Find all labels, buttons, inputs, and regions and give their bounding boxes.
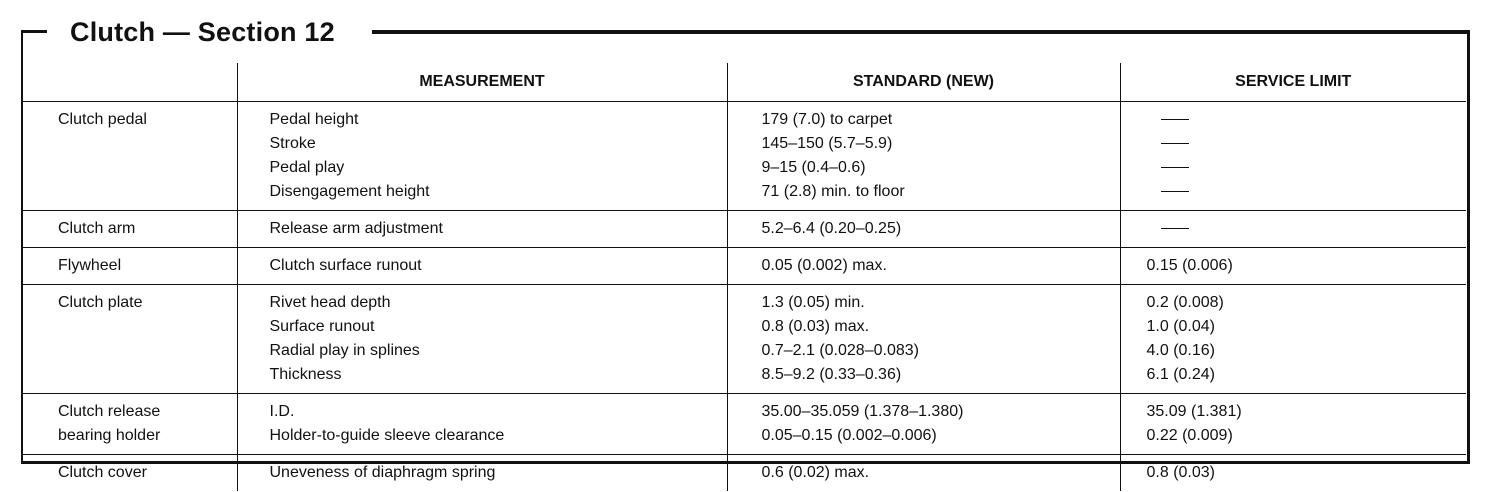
dash-mark — [1161, 143, 1189, 144]
measurement-cell — [237, 211, 727, 248]
standard-cell — [727, 211, 1120, 248]
dash-mark — [1161, 228, 1189, 229]
service-limit-cell — [1120, 248, 1466, 285]
title-rule-right — [372, 30, 1470, 34]
measurement-text: Thickness — [269, 366, 342, 383]
component-text: Clutch release — [58, 403, 161, 420]
standard-text: 8.5–9.2 (0.33–0.36) — [761, 366, 902, 383]
measurement-cell — [237, 394, 727, 455]
component-text: Clutch cover — [58, 464, 147, 481]
no-limit-dash — [1147, 132, 1467, 156]
standard-text: 71 (2.8) min. to floor — [761, 183, 905, 200]
standard-text: 35.00–35.059 (1.378–1.380) — [761, 403, 964, 420]
component-cell — [23, 394, 237, 455]
table-row — [23, 285, 1466, 394]
table-row — [23, 248, 1466, 285]
standard-text: 145–150 (5.7–5.9) — [761, 135, 893, 152]
measurement-text: Uneveness of diaphragm spring — [269, 464, 496, 481]
standard-text: 0.05–0.15 (0.002–0.006) — [761, 427, 937, 444]
service-limit-cell — [1120, 394, 1466, 455]
component-cell — [23, 102, 237, 211]
standard-text: 0.8 (0.03) max. — [761, 318, 870, 335]
dash-mark — [1161, 167, 1189, 168]
service-limit-text: 1.0 (0.04) — [1146, 318, 1215, 335]
measurement-cell — [237, 102, 727, 211]
no-limit-dash — [1147, 108, 1467, 132]
standard-text: 0.7–2.1 (0.028–0.083) — [761, 342, 919, 359]
measurement-text: I.D. — [269, 403, 295, 420]
service-limit-cell — [1120, 455, 1466, 492]
service-limit-text: 0.8 (0.03) — [1146, 464, 1215, 481]
service-limit-text: 6.1 (0.24) — [1146, 366, 1215, 383]
service-limit-text: 4.0 (0.16) — [1146, 342, 1215, 359]
header-service-limit: SERVICE LIMIT — [1120, 63, 1466, 102]
measurement-text: Rivet head depth — [269, 294, 391, 311]
measurement-text: Pedal height — [269, 111, 359, 128]
table-row — [23, 394, 1466, 455]
measurement-text: Release arm adjustment — [269, 220, 443, 237]
standard-text: 5.2–6.4 (0.20–0.25) — [761, 220, 902, 237]
service-limit-text: 0.22 (0.009) — [1146, 427, 1233, 444]
service-limit-cell — [1120, 102, 1466, 211]
component-text: bearing holder — [58, 427, 161, 444]
service-limit-cell — [1120, 285, 1466, 394]
service-limit-cell — [1120, 211, 1466, 248]
measurement-text: Holder-to-guide sleeve clearance — [269, 427, 505, 444]
measurement-text: Clutch surface runout — [269, 257, 422, 274]
standard-cell — [727, 248, 1120, 285]
header-row — [23, 63, 1466, 102]
standard-cell — [727, 394, 1120, 455]
measurement-cell — [237, 455, 727, 492]
table-row — [23, 102, 1466, 211]
component-text: Flywheel — [58, 257, 122, 274]
measurement-cell — [237, 285, 727, 394]
component-text: Clutch arm — [58, 220, 136, 237]
standard-text: 0.05 (0.002) max. — [761, 257, 887, 274]
service-limit-text: 35.09 (1.381) — [1146, 403, 1242, 420]
standard-cell — [727, 285, 1120, 394]
standard-text: 9–15 (0.4–0.6) — [761, 159, 866, 176]
component-cell — [23, 285, 237, 394]
standard-text: 1.3 (0.05) min. — [761, 294, 865, 311]
spec-body — [23, 102, 1466, 492]
component-text: Clutch pedal — [58, 111, 147, 128]
measurement-text: Disengagement height — [269, 183, 430, 200]
component-text: Clutch plate — [58, 294, 143, 311]
header-measurement: MEASUREMENT — [237, 63, 727, 102]
component-cell — [23, 455, 237, 492]
measurement-text: Stroke — [269, 135, 316, 152]
standard-text: 179 (7.0) to carpet — [761, 111, 893, 128]
service-limit-text: 0.15 (0.006) — [1146, 257, 1233, 274]
measurement-text: Pedal play — [269, 159, 345, 176]
measurement-text: Radial play in splines — [269, 342, 420, 359]
table-row — [23, 455, 1466, 492]
header-standard: STANDARD (NEW) — [727, 63, 1120, 102]
title-rule-left — [21, 30, 47, 33]
standard-text: 0.6 (0.02) max. — [761, 464, 870, 481]
dash-mark — [1161, 119, 1189, 120]
spec-table — [23, 63, 1466, 491]
no-limit-dash — [1147, 156, 1467, 180]
standard-cell — [727, 455, 1120, 492]
section-title: Clutch — Section 12 — [70, 17, 335, 47]
dash-mark — [1161, 191, 1189, 192]
no-limit-dash — [1147, 217, 1467, 241]
service-limit-text: 0.2 (0.008) — [1146, 294, 1224, 311]
header-component — [23, 63, 237, 102]
measurement-text: Surface runout — [269, 318, 375, 335]
no-limit-dash — [1147, 180, 1467, 204]
table-row — [23, 211, 1466, 248]
component-cell — [23, 248, 237, 285]
standard-cell — [727, 102, 1120, 211]
component-cell — [23, 211, 237, 248]
measurement-cell — [237, 248, 727, 285]
